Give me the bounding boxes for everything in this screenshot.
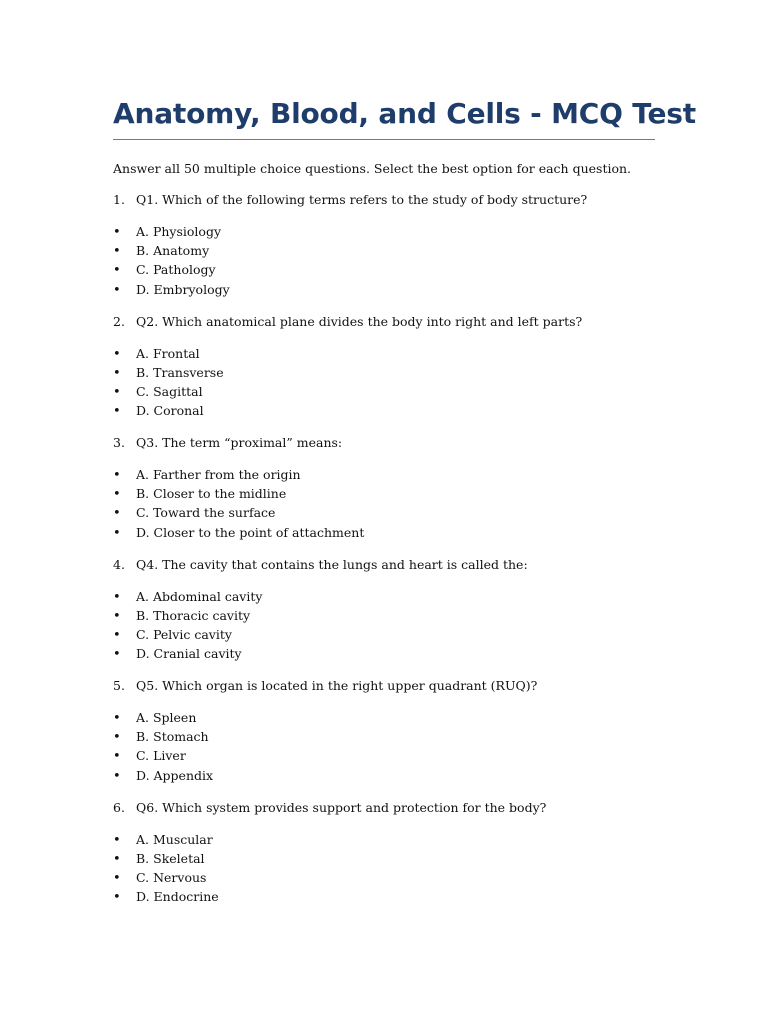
bullet-icon: • xyxy=(113,346,121,362)
option-text: B. Closer to the midline xyxy=(136,486,287,502)
bullet-icon: • xyxy=(113,525,121,541)
option-text: C. Toward the surface xyxy=(136,505,276,521)
option-text: D. Coronal xyxy=(136,403,204,419)
option-item xyxy=(113,503,364,522)
option-list xyxy=(113,222,230,299)
question-stem xyxy=(113,798,546,818)
option-item xyxy=(113,523,364,542)
bullet-icon: • xyxy=(113,589,121,605)
bullet-icon: • xyxy=(113,832,121,848)
option-item xyxy=(113,280,230,299)
question-number: 4. xyxy=(113,556,125,572)
option-item xyxy=(113,830,219,849)
option-item xyxy=(113,260,230,279)
option-text: B. Skeletal xyxy=(136,850,205,866)
option-item xyxy=(113,465,364,484)
bullet-icon: • xyxy=(113,404,121,420)
question-item xyxy=(113,433,655,555)
option-text: B. Thoracic cavity xyxy=(136,607,251,623)
option-text: D. Cranial cavity xyxy=(136,646,242,662)
bullet-icon: • xyxy=(113,870,121,886)
option-text: D. Endocrine xyxy=(136,889,219,905)
option-item xyxy=(113,401,224,420)
question-stem xyxy=(113,433,342,453)
bullet-icon: • xyxy=(113,244,121,260)
bullet-icon: • xyxy=(113,263,121,279)
question-text: Q4. The cavity that contains the lungs and heart is called the: xyxy=(136,556,528,572)
bullet-icon: • xyxy=(113,365,121,381)
question-number: 5. xyxy=(113,678,125,693)
option-text: A. Farther from the origin xyxy=(136,467,301,482)
option-text: D. Appendix xyxy=(136,767,214,783)
question-text: Q3. The term “proximal” means: xyxy=(136,435,343,450)
bullet-icon: • xyxy=(113,851,121,867)
instructions-text: Answer all 50 multiple choice questions. Select the best option for each question. xyxy=(113,161,632,176)
option-text: C. Nervous xyxy=(136,869,207,885)
option-text: C. Pathology xyxy=(136,262,216,278)
document-title: Anatomy, Blood, and Cells - MCQ Test xyxy=(113,97,696,130)
option-item xyxy=(113,382,224,401)
question-number: 3. xyxy=(113,435,125,450)
option-list xyxy=(113,830,219,907)
option-text: D. Closer to the point of attachment xyxy=(136,524,365,540)
question-item xyxy=(113,555,655,677)
question-stem xyxy=(113,312,582,332)
option-list xyxy=(113,465,364,542)
option-item xyxy=(113,241,230,260)
option-item xyxy=(113,222,230,241)
option-item xyxy=(113,746,213,765)
option-item xyxy=(113,727,213,746)
option-text: A. Physiology xyxy=(136,224,222,239)
option-text: B. Transverse xyxy=(136,364,224,380)
bullet-icon: • xyxy=(113,225,121,240)
option-item xyxy=(113,363,224,382)
option-list xyxy=(113,708,213,785)
option-text: D. Embryology xyxy=(136,281,230,297)
option-item xyxy=(113,868,219,887)
question-text: Q2. Which anatomical plane divides the body into right and left parts? xyxy=(136,313,583,329)
option-text: C. Liver xyxy=(136,748,186,764)
option-text: C. Sagittal xyxy=(136,383,203,399)
title-underline xyxy=(113,139,655,140)
bullet-icon: • xyxy=(113,890,121,906)
question-stem xyxy=(113,190,587,210)
question-number: 6. xyxy=(113,799,125,815)
bullet-icon: • xyxy=(113,711,121,726)
option-text: A. Abdominal cavity xyxy=(136,588,263,604)
bullet-icon: • xyxy=(113,487,121,503)
bullet-icon: • xyxy=(113,627,121,643)
question-item xyxy=(113,312,655,434)
question-number: 2. xyxy=(113,313,125,329)
option-item xyxy=(113,849,219,868)
bullet-icon: • xyxy=(113,282,121,298)
bullet-icon: • xyxy=(113,768,121,784)
question-stem xyxy=(113,676,537,696)
bullet-icon: • xyxy=(113,468,121,483)
bullet-icon: • xyxy=(113,647,121,663)
option-item xyxy=(113,587,262,606)
bullet-icon: • xyxy=(113,384,121,400)
bullet-icon: • xyxy=(113,730,121,746)
option-item xyxy=(113,708,213,727)
option-text: A. Spleen xyxy=(136,710,197,725)
question-number: 1. xyxy=(113,192,125,207)
option-item xyxy=(113,625,262,644)
question-text: Q1. Which of the following terms refers to the study of body structure? xyxy=(136,192,588,207)
option-text: C. Pelvic cavity xyxy=(136,626,232,642)
question-item xyxy=(113,676,655,798)
option-text: B. Anatomy xyxy=(136,243,210,259)
option-list xyxy=(113,587,262,664)
option-item xyxy=(113,766,213,785)
option-item xyxy=(113,484,364,503)
bullet-icon: • xyxy=(113,608,121,624)
option-item xyxy=(113,887,219,906)
question-list xyxy=(113,190,655,919)
question-stem xyxy=(113,555,528,575)
question-item xyxy=(113,798,655,920)
bullet-icon: • xyxy=(113,506,121,522)
option-item xyxy=(113,644,262,663)
option-item xyxy=(113,344,224,363)
question-text: Q5. Which organ is located in the right upper quadrant (RUQ)? xyxy=(136,678,538,693)
question-item xyxy=(113,190,655,312)
option-text: B. Stomach xyxy=(136,729,209,745)
option-list xyxy=(113,344,224,421)
option-item xyxy=(113,606,262,625)
option-text: A. Frontal xyxy=(136,345,200,361)
question-text: Q6. Which system provides support and protection for the body? xyxy=(136,799,547,815)
option-text: A. Muscular xyxy=(136,831,213,847)
bullet-icon: • xyxy=(113,749,121,765)
